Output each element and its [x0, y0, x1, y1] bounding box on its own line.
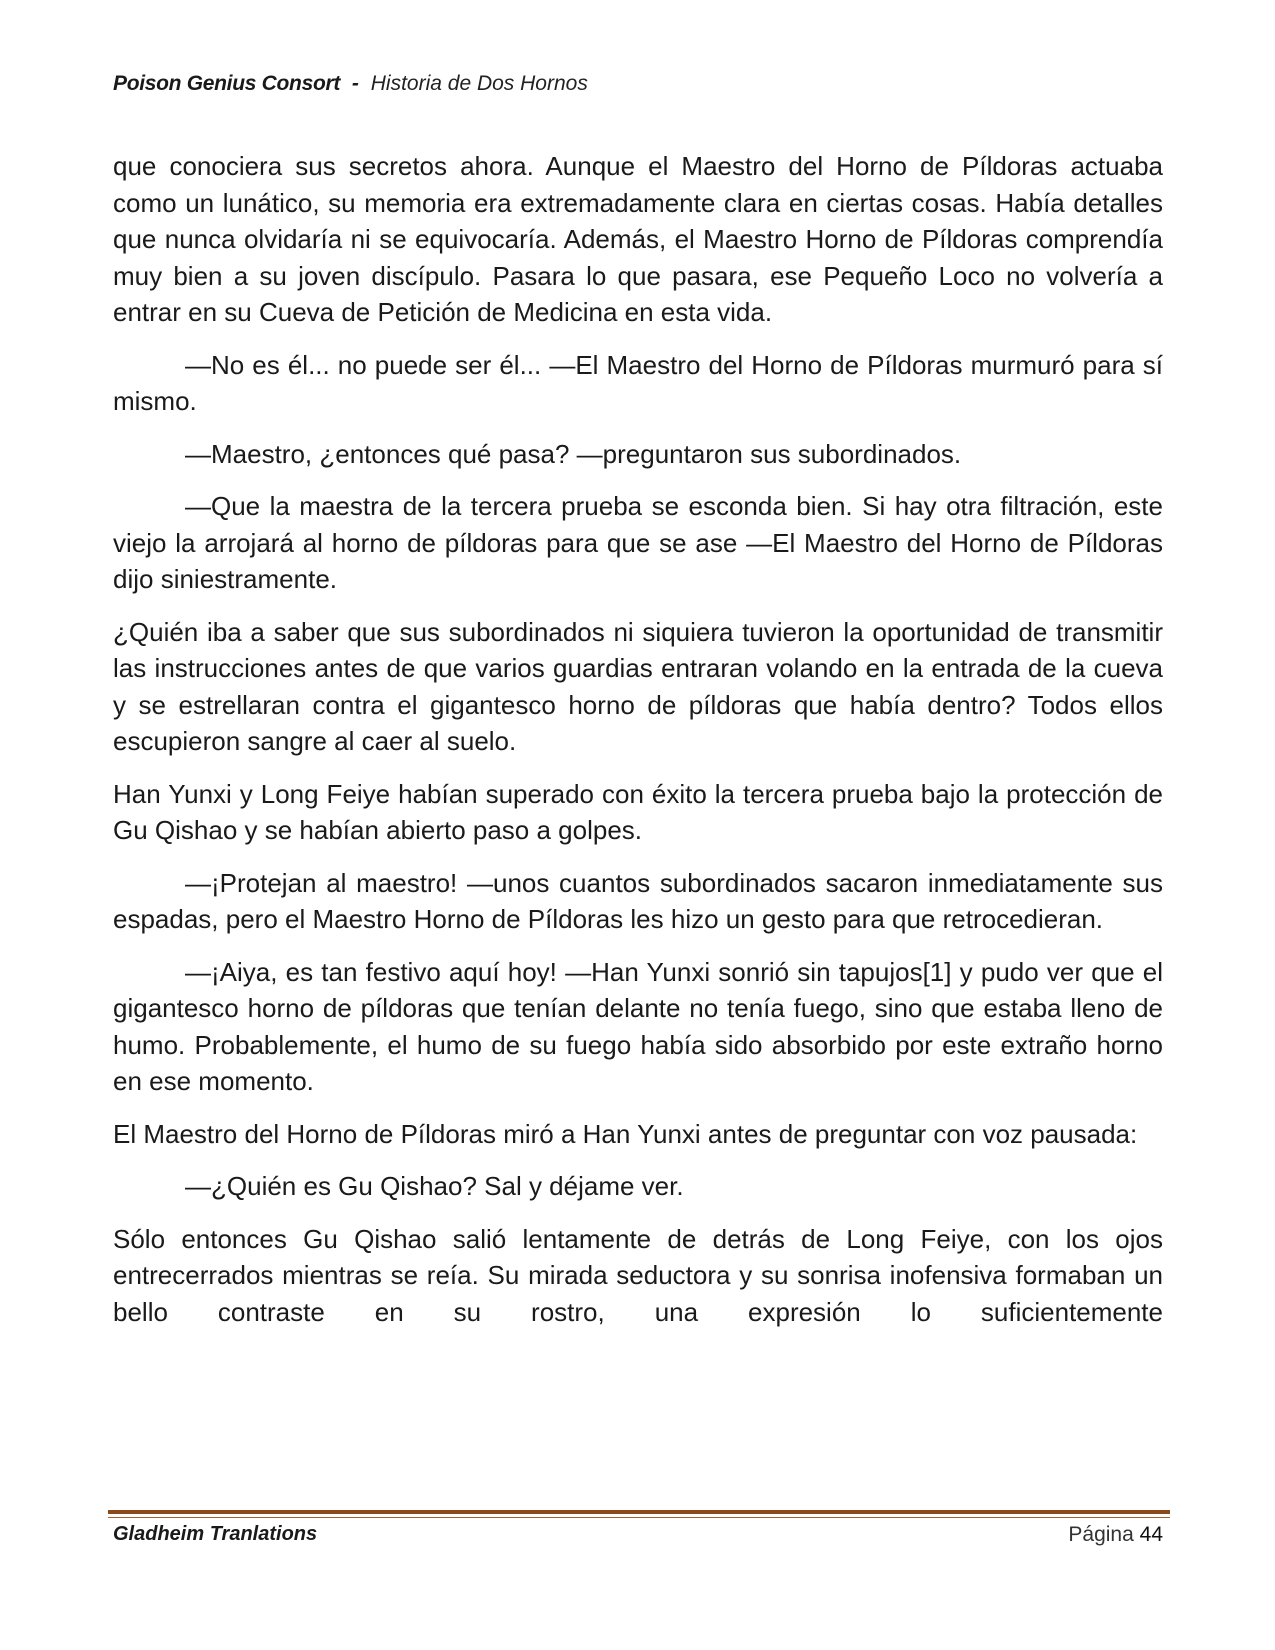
footer-publisher: Gladheim Tranlations: [113, 1523, 318, 1545]
footer-page: [1068, 1523, 1163, 1547]
header-brand: Poison Genius Consort: [113, 72, 341, 95]
running-header: [113, 72, 588, 96]
paragraph: El Maestro del Horno de Píldoras miró a Han Yunxi antes de preguntar con voz pausada:: [113, 1118, 1138, 1149]
page-label: Página: [1068, 1523, 1134, 1546]
header-separator: -: [351, 72, 359, 95]
page-number: 44: [1139, 1523, 1163, 1546]
page-body: [113, 148, 1163, 1330]
paragraph: Sólo entonces Gu Qishao salió lentamente de detrás de Long Feiye, con los ojos entrecerrados mientras se reía. Su mirada seductora y su sonrisa inofensiva formaban un bello contraste en su rostro, una expresión lo suficientemente: [113, 1223, 1163, 1327]
dialogue-paragraph: —Maestro, ¿entonces qué pasa? —preguntaron sus subordinados.: [185, 438, 962, 469]
paragraph: ¿Quién iba a saber que sus subordinados ni siquiera tuvieron la oportunidad de transmitir las instrucciones antes de que varios guardias entraran volando en la entrada de la cueva y se estrellaran contra el gigantesco horno de píldoras que había dentro? Todos ellos escupieron sangre al caer al suelo.: [113, 616, 1163, 756]
paragraph: Han Yunxi y Long Feiye habían superado con éxito la tercera prueba bajo la protección de Gu Qishao y se habían abierto paso a golpes.: [113, 778, 1163, 845]
dialogue-paragraph: —¡Aiya, es tan festivo aquí hoy! —Han Yunxi sonrió sin tapujos[1] y pudo ver que el gigantesco horno de píldoras que tenían delante no tenía fuego, sino que estaba lleno de humo. Probablemente, el humo de su fuego había sido absorbido por este extraño horno en ese momento.: [113, 956, 1163, 1096]
footer-rule-thin: [108, 1517, 1170, 1518]
dialogue-paragraph: —No es él... no puede ser él... —El Maestro del Horno de Píldoras murmuró para sí mismo.: [113, 349, 1163, 416]
dialogue-paragraph: —Que la maestra de la tercera prueba se esconda bien. Si hay otra filtración, este viejo la arrojará al horno de píldoras para que se ase —El Maestro del Horno de Píldoras dijo siniestramente.: [113, 491, 1163, 594]
dialogue-paragraph: —¿Quién es Gu Qishao? Sal y déjame ver.: [185, 1171, 684, 1201]
header-document-title: Historia de Dos Hornos: [370, 72, 588, 95]
paragraph: que conociera sus secretos ahora. Aunque el Maestro del Horno de Píldoras actuaba como un lunático, su memoria era extremadamente clara en ciertas cosas. Había detalles que nunca olvidaría ni se equivocaría. Además, el Maestro Horno de Píldoras comprendía muy bien a su joven discípulo. Pasara lo que pasara, ese Pequeño Loco no volvería a entrar en su Cueva de Petición de Medicina en esta vida.: [113, 151, 1163, 327]
dialogue-paragraph: —¡Protejan al maestro! —unos cuantos subordinados sacaron inmediatamente sus espadas, pero el Maestro Horno de Píldoras les hizo un gesto para que retrocedieran.: [113, 867, 1163, 934]
footer-rule: [108, 1510, 1170, 1514]
